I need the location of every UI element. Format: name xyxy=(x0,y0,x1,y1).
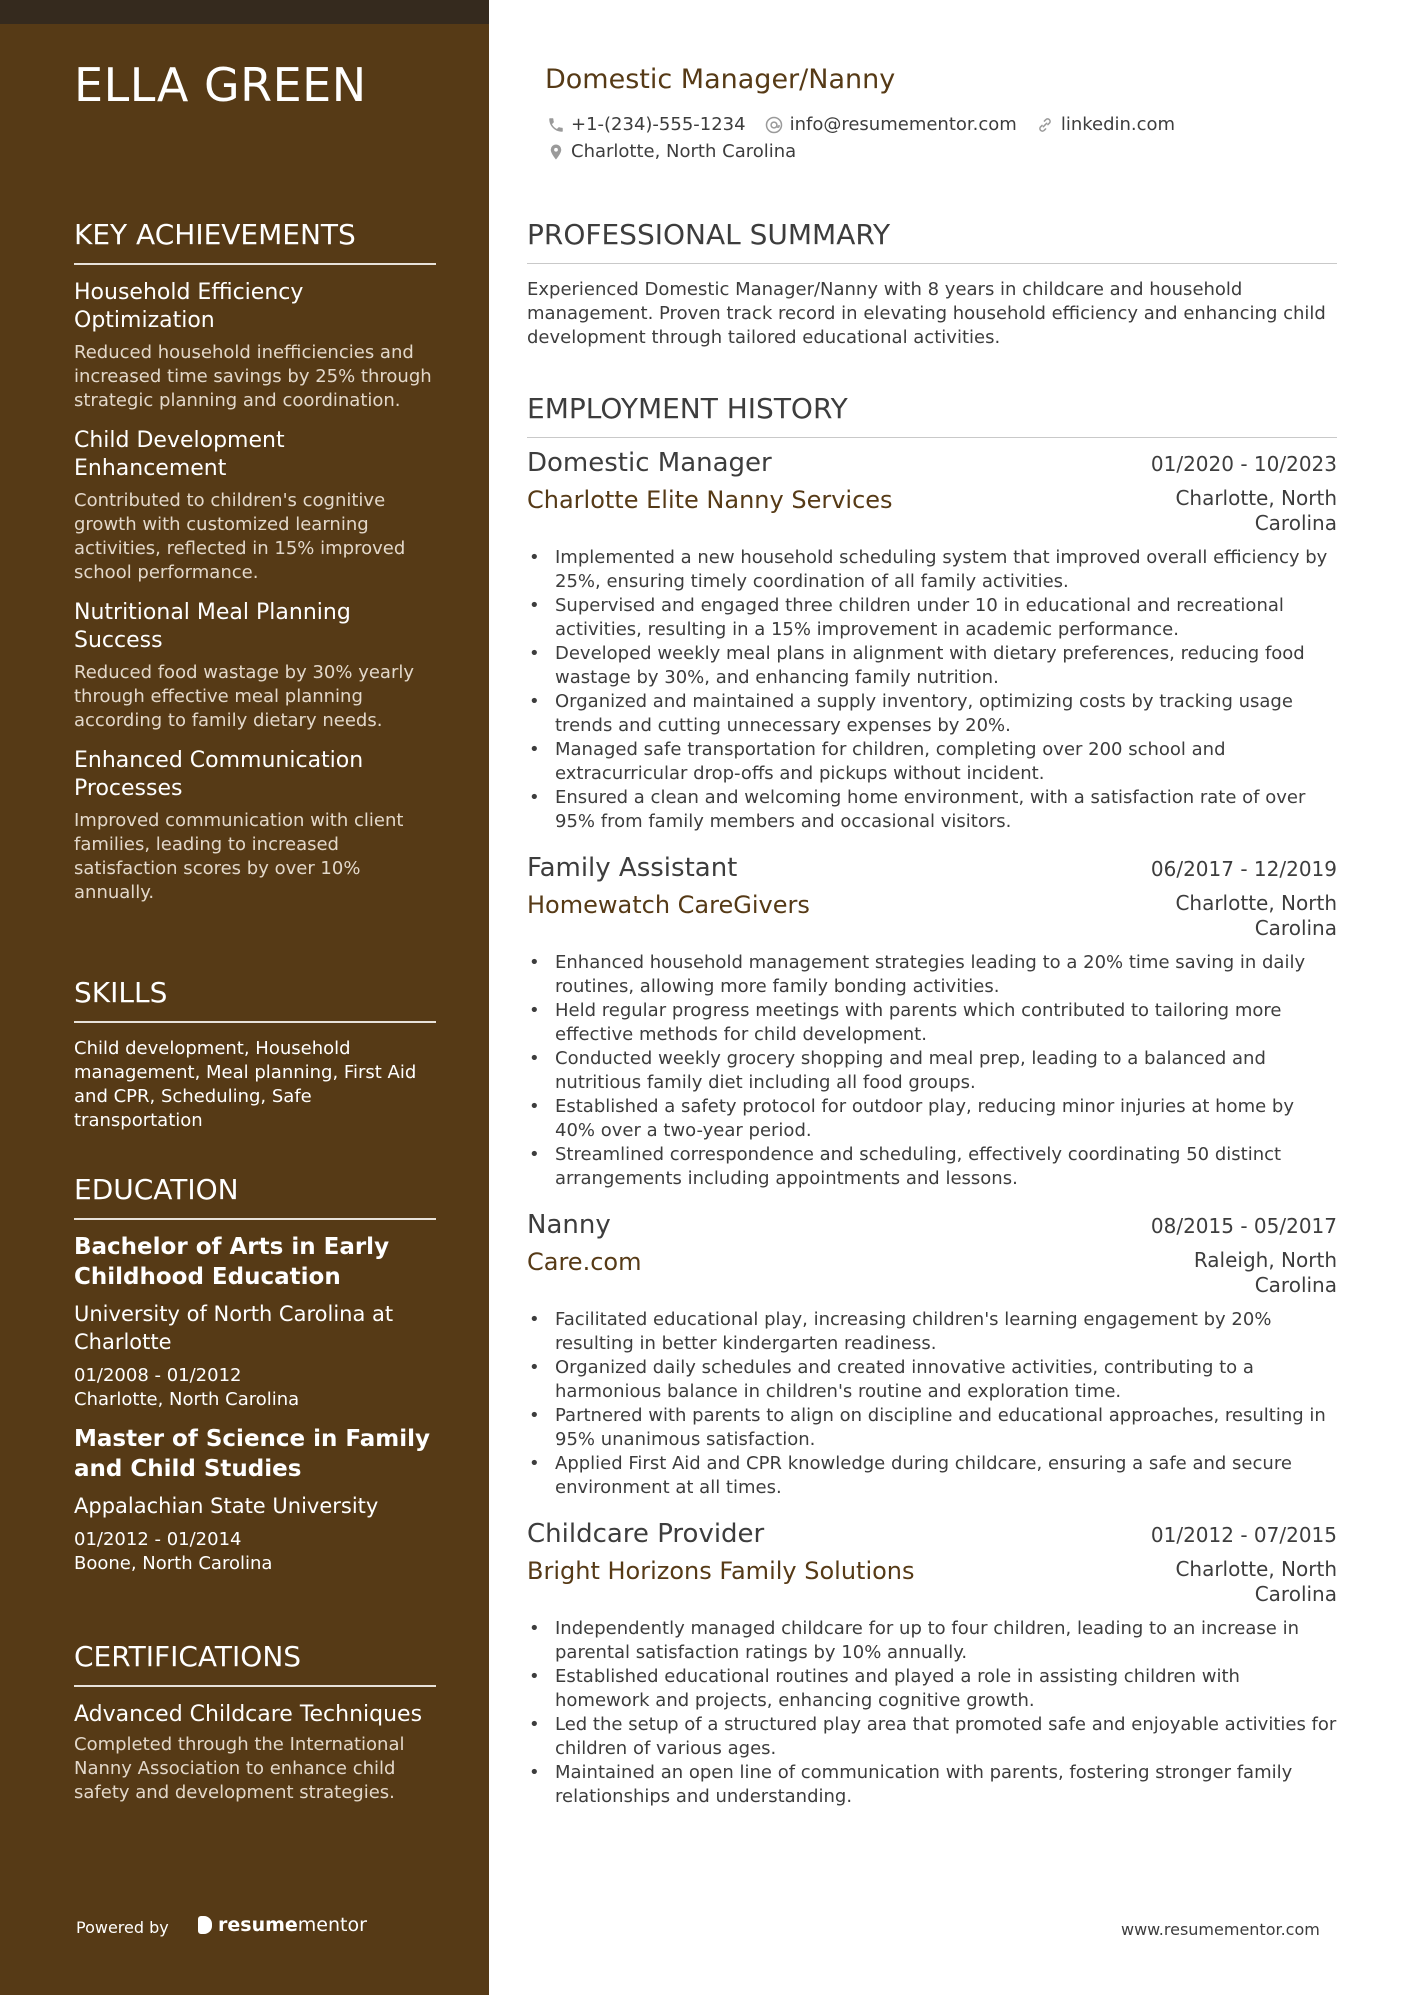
job-bullet: • Established a safety protocol for outdoor play, reducing minor injuries at home by 40% over a two-year period. xyxy=(527,1095,1337,1143)
job-bullet: • Independently managed childcare for up to four children, leading to an increase in parental satisfaction ratings by 10% annually. xyxy=(527,1617,1337,1665)
job-bullet: • Organized daily schedules and created innovative activities, contributing to a harmonious balance in children's routine and exploration time. xyxy=(527,1356,1337,1404)
contact-row xyxy=(547,114,1193,135)
brand-bold: resume xyxy=(218,1914,298,1936)
linkedin-text: linkedin.com xyxy=(1060,114,1176,135)
job-company: Homewatch CareGivers xyxy=(527,891,810,919)
job-bullet: • Implemented a new household scheduling system that improved overall efficiency by 25%, ensuring timely coordination of all family activities. xyxy=(527,546,1337,594)
achievement-desc: Reduced household inefficiencies and increased time savings by 25% through strategic planning and coordination. xyxy=(74,342,432,411)
education-location: Charlotte, North Carolina xyxy=(74,1389,300,1410)
achievement-title: Nutritional Meal Planning Success xyxy=(74,600,351,653)
job-bullet: • Ensured a clean and welcoming home environment, with a satisfaction rate of over 95% from family members and occasional visitors. xyxy=(527,786,1337,834)
achievement-title: Household Efficiency Optimization xyxy=(74,280,304,333)
achievement-item xyxy=(74,599,436,733)
job-bullet: • Facilitated educational play, increasing children's learning engagement by 20% resulting in better kindergarten readiness. xyxy=(527,1308,1337,1356)
footer-url[interactable]: www.resumementor.com xyxy=(1121,1920,1320,1939)
job-location: Charlotte, North Carolina xyxy=(1175,486,1337,535)
achievements-section xyxy=(74,218,436,905)
job-bullet: • Maintained an open line of communication with parents, fostering stronger family relationships and understanding. xyxy=(527,1761,1337,1809)
job-dates: 01/2012 - 07/2015 xyxy=(1150,1523,1337,1547)
candidate-name: ELLA GREEN xyxy=(74,58,367,112)
job-bullets xyxy=(527,1308,1337,1500)
job-company: Charlotte Elite Nanny Services xyxy=(527,486,893,514)
employment-heading: EMPLOYMENT HISTORY xyxy=(527,392,1337,438)
education-dates: 01/2012 - 01/2014 xyxy=(74,1529,242,1550)
location-pin-icon xyxy=(547,142,565,162)
certification-item xyxy=(74,1701,436,1805)
job-bullets xyxy=(527,546,1337,834)
phone-icon xyxy=(547,116,565,134)
job-dates: 06/2017 - 12/2019 xyxy=(1150,857,1337,881)
job-bullet: • Enhanced household management strategies leading to a 20% time saving in daily routines, allowing more family bonding activities. xyxy=(527,951,1337,999)
skills-heading: SKILLS xyxy=(74,976,436,1023)
certification-title: Advanced Childcare Techniques xyxy=(74,1702,423,1727)
job-location: Raleigh, North Carolina xyxy=(1193,1248,1337,1297)
brand-rest: mentor xyxy=(297,1914,367,1936)
powered-by-label: Powered by xyxy=(76,1918,169,1937)
at-icon xyxy=(764,115,784,135)
certifications-heading: CERTIFICATIONS xyxy=(74,1640,436,1687)
achievement-title: Child Development Enhancement xyxy=(74,428,285,481)
job-entry xyxy=(527,1210,1337,1500)
education-section xyxy=(74,1173,436,1576)
job-title: Domestic Manager/Nanny xyxy=(545,64,896,95)
job-bullet: • Applied First Aid and CPR knowledge during childcare, ensuring a safe and secure environment at all times. xyxy=(527,1452,1337,1500)
job-role: Nanny xyxy=(527,1210,611,1240)
skills-section xyxy=(74,976,436,1133)
education-item xyxy=(74,1232,436,1412)
job-location: Charlotte, North Carolina xyxy=(1175,1557,1337,1606)
achievement-item xyxy=(74,427,436,585)
job-dates: 01/2020 - 10/2023 xyxy=(1150,452,1337,476)
location-contact xyxy=(547,141,796,162)
education-dates: 01/2008 - 01/2012 xyxy=(74,1365,242,1386)
email-contact[interactable] xyxy=(764,114,1017,135)
job-bullets xyxy=(527,1617,1337,1809)
job-bullet: • Streamlined correspondence and scheduling, effectively coordinating 50 distinct arrangements including appointments and lessons. xyxy=(527,1143,1337,1191)
job-entry xyxy=(527,448,1337,834)
education-item xyxy=(74,1424,436,1576)
education-school: Appalachian State University xyxy=(74,1494,379,1518)
job-bullet: • Managed safe transportation for children, completing over 200 school and extracurricular drop-offs and pickups without incident. xyxy=(527,738,1337,786)
education-school: University of North Carolina at Charlotte xyxy=(74,1302,394,1354)
job-location: Charlotte, North Carolina xyxy=(1175,891,1337,940)
email-text: info@resumementor.com xyxy=(789,114,1017,135)
job-bullet: • Supervised and engaged three children under 10 in educational and recreational activities, resulting in a 15% improvement in academic performance. xyxy=(527,594,1337,642)
job-role: Domestic Manager xyxy=(527,448,772,478)
job-entry xyxy=(527,1519,1337,1809)
job-role: Childcare Provider xyxy=(527,1519,765,1549)
education-degree: Master of Science in Family and Child Studies xyxy=(74,1426,431,1482)
sidebar xyxy=(0,0,489,1995)
job-company: Care.com xyxy=(527,1248,642,1276)
linkedin-contact[interactable] xyxy=(1035,114,1175,135)
job-bullet: • Developed weekly meal plans in alignment with dietary preferences, reducing food wastage by 30%, and enhancing family nutrition. xyxy=(527,642,1337,690)
job-company: Bright Horizons Family Solutions xyxy=(527,1557,915,1585)
job-role: Family Assistant xyxy=(527,853,738,883)
resumementor-logo[interactable] xyxy=(198,1914,367,1936)
main-content xyxy=(527,0,1337,1995)
achievement-title: Enhanced Communication Processes xyxy=(74,748,364,801)
job-bullet: • Organized and maintained a supply inventory, optimizing costs by tracking usage trends and cutting unnecessary expenses by 20%. xyxy=(527,690,1337,738)
certification-desc: Completed through the International Nanny Association to enhance child safety and development strategies. xyxy=(74,1734,405,1803)
summary-text: Experienced Domestic Manager/Nanny with 8 years in childcare and household management. Proven track record in elevating household efficiency and enhancing child development through tailored educational activities. xyxy=(527,279,1326,348)
resumementor-logo-icon xyxy=(198,1916,212,1934)
achievement-item xyxy=(74,747,436,905)
job-bullets xyxy=(527,951,1337,1191)
education-degree: Bachelor of Arts in Early Childhood Education xyxy=(74,1234,390,1290)
certifications-section xyxy=(74,1640,436,1805)
job-bullet: • Led the setup of a structured play area that promoted safe and enjoyable activities for children of various ages. xyxy=(527,1713,1337,1761)
job-bullet: • Partnered with parents to align on discipline and educational approaches, resulting in 95% unanimous satisfaction. xyxy=(527,1404,1337,1452)
job-bullet: • Established educational routines and played a role in assisting children with homework and projects, enhancing cognitive growth. xyxy=(527,1665,1337,1713)
achievement-desc: Improved communication with client families, leading to increased satisfaction scores by over 10% annually. xyxy=(74,810,404,903)
skills-list: Child development, Household management, Meal planning, First Aid and CPR, Scheduling, Safe transportation xyxy=(74,1038,417,1131)
job-entry xyxy=(527,853,1337,1191)
phone-contact[interactable] xyxy=(547,114,746,135)
location-row xyxy=(547,141,814,162)
job-bullet: • Held regular progress meetings with parents which contributed to tailoring more effective methods for child development. xyxy=(527,999,1337,1047)
achievements-heading: KEY ACHIEVEMENTS xyxy=(74,218,436,265)
sidebar-top-band xyxy=(0,0,489,24)
education-heading: EDUCATION xyxy=(74,1173,436,1220)
education-location: Boone, North Carolina xyxy=(74,1553,273,1574)
link-icon xyxy=(1035,115,1055,135)
achievement-item xyxy=(74,279,436,413)
job-dates: 08/2015 - 05/2017 xyxy=(1150,1214,1337,1238)
achievement-desc: Contributed to children's cognitive growth with customized learning activities, reflected in 15% improved school performance. xyxy=(74,490,406,583)
summary-heading: PROFESSIONAL SUMMARY xyxy=(527,218,1337,264)
achievement-desc: Reduced food wastage by 30% yearly through effective meal planning according to family dietary needs. xyxy=(74,662,415,731)
job-bullet: • Conducted weekly grocery shopping and meal prep, leading to a balanced and nutritious family diet including all food groups. xyxy=(527,1047,1337,1095)
phone-text: +1-(234)-555-1234 xyxy=(571,114,746,135)
location-text: Charlotte, North Carolina xyxy=(571,141,797,162)
